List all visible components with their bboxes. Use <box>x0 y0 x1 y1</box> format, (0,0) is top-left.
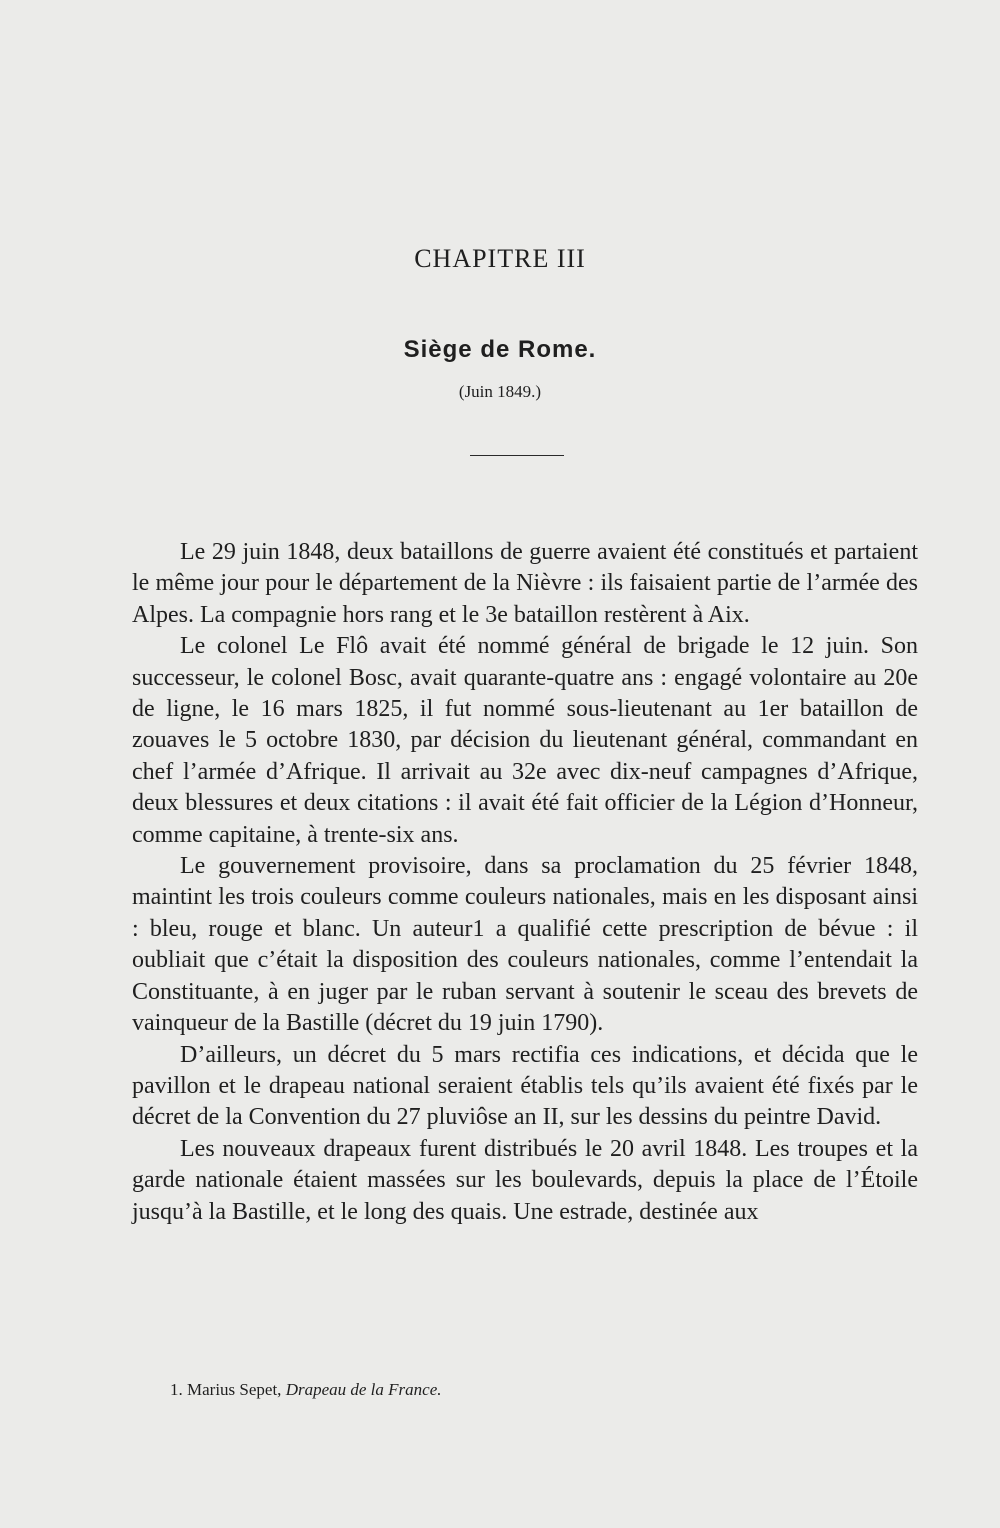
footnote-work: Drapeau de la France. <box>285 1380 442 1399</box>
paragraph-4: D’ailleurs, un décret du 5 mars rectifia ces indications, et décida que le pavillon et le drapeau national seraient établis tels qu’ils avaient été fixés par le décret de la Convention du 27 pluviôse an II, sur les dessins du peintre David. <box>132 1041 918 1131</box>
paragraph-3: Le gouvernement provisoire, dans sa proclamation du 25 février 1848, maintint les trois couleurs comme couleurs nationales, mais en les disposant ainsi : bleu, rouge et blanc. Un auteur1 a qualifié cette prescription de bévue : il oubliait que c’était la disposition des couleurs nationales, comme l’entendait la Constituante, à en juger par le ruban servant à soutenir le sceau des brevets de vainqueur de la Bastille (décret du 19 juin 1790). <box>132 853 918 1037</box>
chapter-title: Siège de Rome. <box>403 336 597 363</box>
chapter-heading: CHAPITRE III <box>414 244 586 273</box>
body-text <box>132 537 918 1228</box>
paragraph-1: Le 29 juin 1848, deux bataillons de guerre avaient été constitués et partaient le même jour pour le département de la Nièvre : ils faisaient partie de l’armée des Alpes. La compagnie hors rang et le 3e bataillon restèrent à Aix. <box>132 539 918 628</box>
footnote-author: Marius Sepet, <box>187 1380 282 1399</box>
footnote-number: 1. <box>170 1380 183 1399</box>
footnote <box>170 1380 442 1400</box>
separator-rule <box>470 455 564 456</box>
chapter-date: (Juin 1849.) <box>458 382 542 401</box>
paragraph-2: Le colonel Le Flô avait été nommé général de brigade le 12 juin. Son successeur, le colonel Bosc, avait quarante-quatre ans : engagé volontaire au 20e de ligne, le 16 mars 1825, il fut nommé sous-lieutenant au 1er bataillon de zouaves le 5 octobre 1830, par décision du lieutenant général, commandant en chef l’armée d’Afrique. Il arrivait au 32e avec dix-neuf campagnes d’Afrique, deux blessures et deux citations : il avait été fait officier de la Légion d’Honneur, comme capitaine, à trente-six ans. <box>132 633 918 848</box>
paragraph-5: Les nouveaux drapeaux furent distribués le 20 avril 1848. Les troupes et la garde nationale étaient massées sur les boulevards, depuis la place de l’Étoile jusqu’à la Bastille, et le long des quais. Une estrade, destinée aux <box>132 1135 918 1225</box>
